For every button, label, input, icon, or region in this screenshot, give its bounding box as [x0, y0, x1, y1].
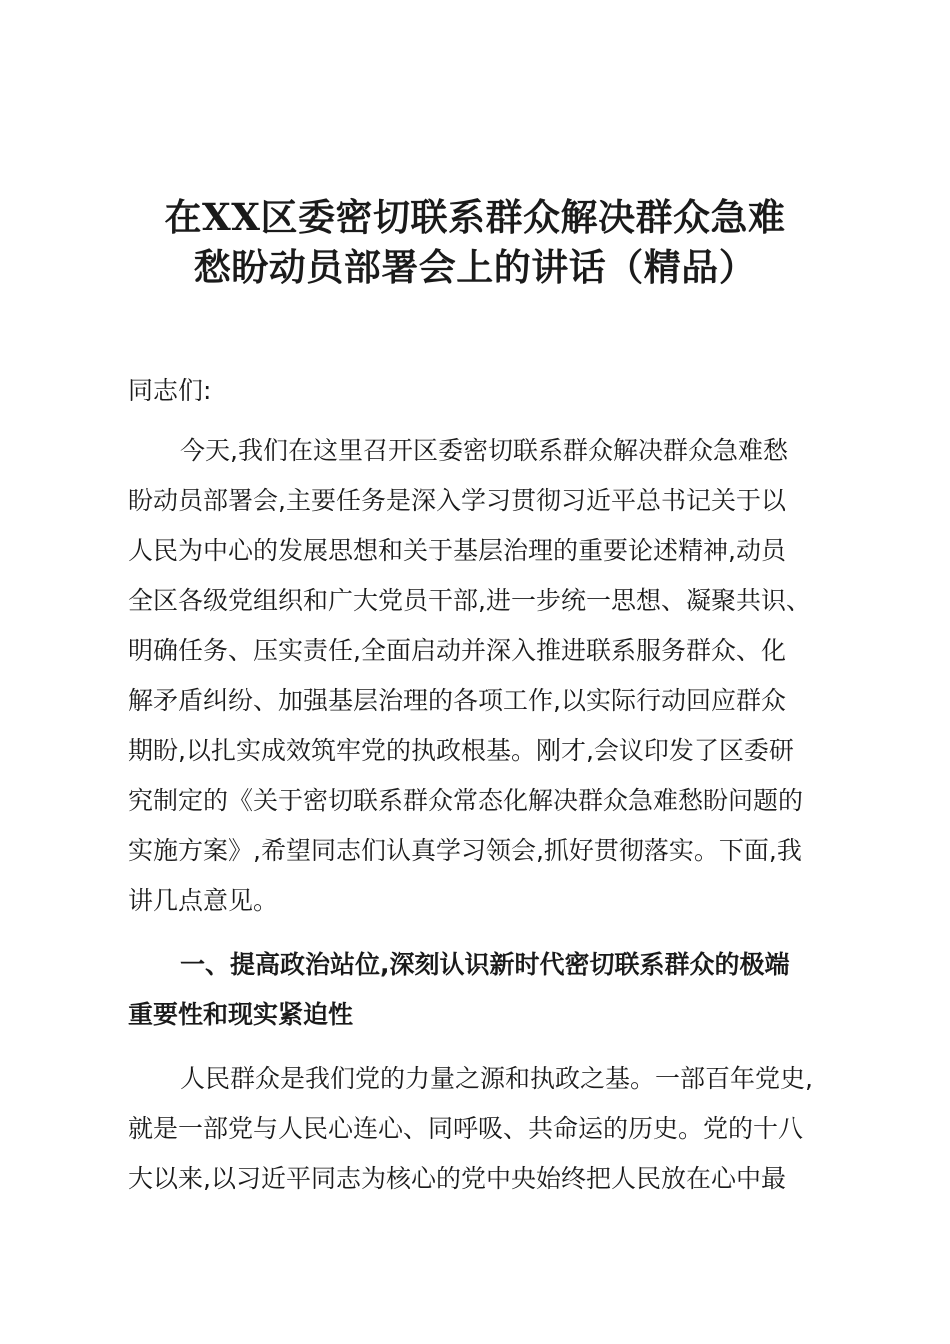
document-title: [100, 192, 850, 292]
paragraph-line: 明确任务、压实责任,全面启动并深入推进联系服务群众、化: [128, 636, 786, 665]
paragraph-line: 今天,我们在这里召开区委密切联系群众解决群众急难愁: [180, 436, 788, 465]
title-line: 愁盼动员部署会上的讲话（精品）: [193, 245, 757, 289]
section-heading-1: [128, 940, 822, 1040]
paragraph-line: 人民为中心的发展思想和关于基层治理的重要论述精神,动员: [128, 536, 786, 565]
paragraph-2: [128, 1054, 822, 1204]
paragraph-line: 盼动员部署会,主要任务是深入学习贯彻习近平总书记关于以: [128, 486, 786, 515]
paragraph-line: 讲几点意见。: [128, 886, 279, 915]
paragraph-line: 期盼,以扎实成效筑牢党的执政根基。刚才,会议印发了区委研: [128, 736, 794, 765]
paragraph-line: 人民群众是我们党的力量之源和执政之基。一部百年党史,: [180, 1064, 813, 1093]
document-body: [128, 366, 822, 1204]
salutation: 同志们:: [128, 376, 212, 405]
title-line: 在XX区委密切联系群众解决群众急难: [164, 195, 786, 239]
paragraph-line: 究制定的《关于密切联系群众常态化解决群众急难愁盼问题的: [128, 786, 804, 815]
paragraph-line: 实施方案》,希望同志们认真学习领会,抓好贯彻落实。下面,我: [128, 836, 802, 865]
paragraph-line: 全区各级党组织和广大党员干部,进一步统一思想、凝聚共识、: [128, 586, 811, 615]
heading-line: 重要性和现实紧迫性: [128, 1000, 354, 1029]
paragraph-line: 大以来,以习近平同志为核心的党中央始终把人民放在心中最: [128, 1164, 786, 1193]
paragraph-line: 解矛盾纠纷、加强基层治理的各项工作,以实际行动回应群众: [128, 686, 786, 715]
paragraph-line: 就是一部党与人民心连心、同呼吸、共命运的历史。党的十八: [128, 1114, 804, 1143]
paragraph-1: [128, 426, 822, 926]
heading-line: 一、提高政治站位,深刻认识新时代密切联系群众的极端: [180, 950, 790, 979]
